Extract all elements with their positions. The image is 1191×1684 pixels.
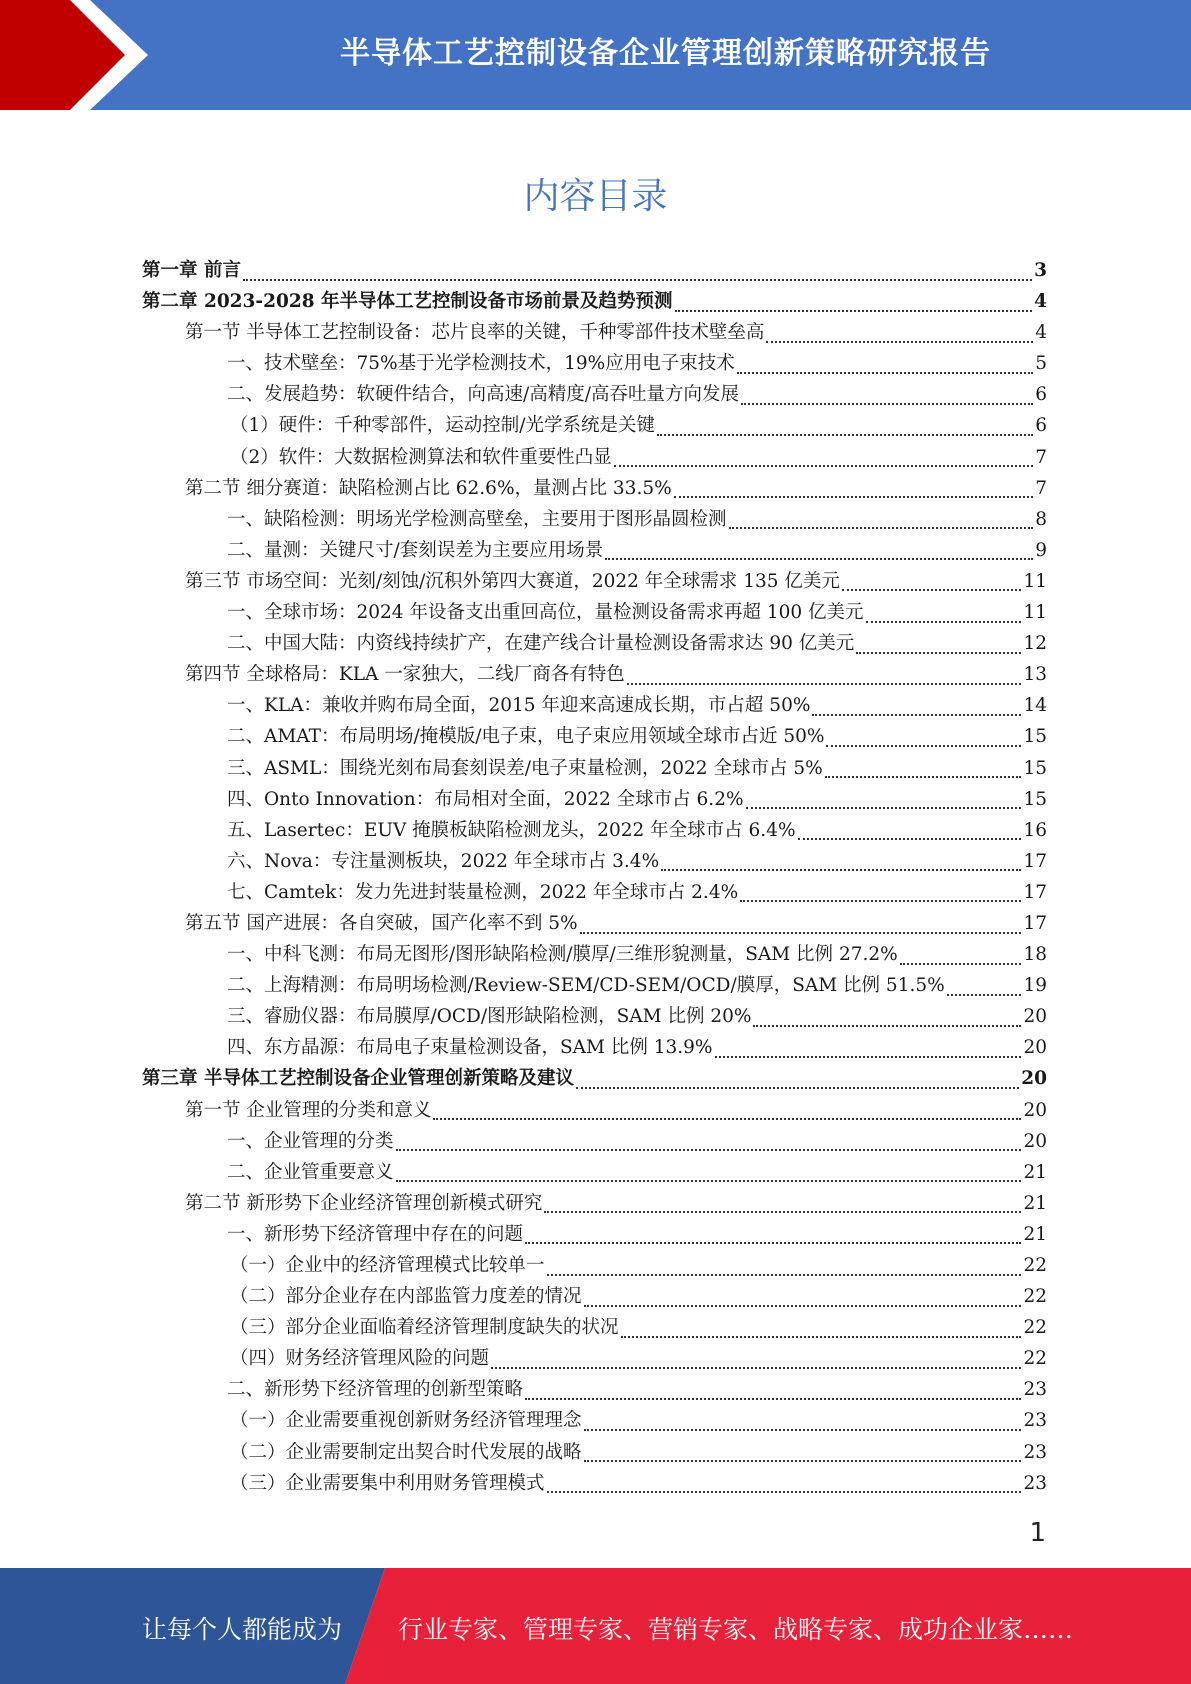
report-title: 半导体工艺控制设备企业管理创新策略研究报告: [340, 36, 991, 71]
toc-entry[interactable]: [142, 1312, 1047, 1343]
toc-entry[interactable]: [142, 721, 1047, 752]
toc-entry-title: 三、睿励仪器：布局膜厚/OCD/图形缺陷检测，SAM 比例 20%: [227, 1006, 752, 1028]
toc-entry-title: （四）财务经济管理风险的问题: [230, 1348, 490, 1370]
toc-leader-dots: [741, 403, 1033, 405]
toc-entry[interactable]: [142, 566, 1047, 597]
toc-entry-title: 二、新形势下经济管理的创新型策略: [227, 1379, 524, 1401]
toc-leader-dots: [584, 1429, 1022, 1431]
toc-entry[interactable]: [142, 939, 1047, 970]
toc-entry-page: 4: [1034, 291, 1047, 313]
toc-leader-dots: [525, 1242, 1021, 1244]
toc-entry-title: 一、新形势下经济管理中存在的问题: [227, 1223, 524, 1245]
toc-entry-page: 6: [1035, 384, 1047, 406]
footer-slogan-right: 行业专家、管理专家、营销专家、战略专家、成功企业家……: [398, 1615, 1074, 1644]
toc-entry[interactable]: [142, 1250, 1047, 1281]
toc-leader-dots: [614, 465, 1033, 467]
toc-entry-page: 22: [1023, 1348, 1047, 1370]
toc-entry[interactable]: [142, 846, 1047, 877]
toc-entry-title: 五、Lasertec：EUV 掩膜板缺陷检测龙头，2022 年全球市占 6.4%: [227, 819, 796, 841]
red-arrow-decoration: [0, 0, 160, 110]
toc-entry-title: 二、AMAT：布局明场/掩模版/电子束，电子束应用领域全球市占近 50%: [227, 726, 825, 748]
toc-entry-title: 七、Camtek：发力先进封装量检测，2022 年全球市占 2.4%: [227, 881, 739, 903]
toc-entry-title: （2）软件：大数据检测算法和软件重要性凸显: [230, 446, 612, 468]
toc-entry[interactable]: [142, 597, 1047, 628]
toc-entry-title: 第一节 半导体工艺控制设备：芯片良率的关键，千种零部件技术壁垒高: [185, 322, 765, 344]
toc-entry[interactable]: [142, 1468, 1047, 1499]
toc-entry-page: 20: [1021, 1068, 1047, 1090]
toc-entry-title: 一、全球市场：2024 年设备支出重回高位，量检测设备需求再超 100 亿美元: [227, 602, 864, 624]
toc-entry-page: 20: [1023, 1099, 1047, 1121]
toc-entry-title: 第二章 2023-2028 年半导体工艺控制设备市场前景及趋势预测: [142, 291, 673, 313]
toc-entry[interactable]: [142, 628, 1047, 659]
toc-entry-page: 5: [1035, 353, 1047, 375]
toc-entry-page: 23: [1023, 1441, 1047, 1463]
toc-leader-dots: [766, 341, 1033, 343]
toc-entry[interactable]: [142, 535, 1047, 566]
toc-entry[interactable]: [142, 1188, 1047, 1219]
toc-entry-page: 6: [1035, 415, 1047, 437]
toc-entry-title: 二、发展趋势：软硬件结合，向高速/高精度/高吞吐量方向发展: [227, 384, 739, 406]
toc-leader-dots: [715, 1056, 1022, 1058]
toc-entry-title: 一、企业管理的分类: [227, 1130, 394, 1152]
toc-entry[interactable]: [142, 815, 1047, 846]
toc-entry-title: 二、上海精测：布局明场检测/Review-SEM/CD-SEM/OCD/膜厚，SAM 比例 51.5%: [227, 975, 945, 997]
toc-entry-page: 22: [1023, 1317, 1047, 1339]
footer-slogan-left: 让每个人都能成为: [142, 1615, 343, 1644]
toc-entry-title: （一）企业需要重视创新财务经济管理理念: [230, 1410, 582, 1432]
toc-leader-dots: [826, 745, 1021, 747]
toc-entry-title: 一、KLA：兼收并购布局全面，2015 年迎来高速成长期，市占超 50%: [227, 695, 811, 717]
toc-entry-page: 11: [1023, 602, 1047, 624]
toc-entry-page: 3: [1034, 260, 1047, 281]
toc-entry[interactable]: [142, 690, 1047, 721]
toc-leader-dots: [584, 1460, 1022, 1462]
toc-entry[interactable]: [142, 1095, 1047, 1126]
toc-entry-title: （1）硬件：千种零部件，运动控制/光学系统是关键: [230, 415, 656, 437]
toc-entry[interactable]: [142, 784, 1047, 815]
toc-leader-dots: [740, 900, 1021, 902]
toc-entry[interactable]: [142, 970, 1047, 1001]
toc-entry[interactable]: [142, 504, 1047, 535]
toc-entry-page: 21: [1023, 1192, 1047, 1214]
toc-leader-dots: [580, 932, 1022, 934]
toc-entry-title: 第一章 前言: [142, 260, 241, 281]
toc-entry-page: 21: [1023, 1161, 1047, 1183]
toc-entry-title: （二）部分企业存在内部监管力度差的情况: [230, 1286, 582, 1308]
toc-entry[interactable]: [142, 1281, 1047, 1312]
toc-entry[interactable]: [142, 410, 1047, 441]
toc-leader-dots: [856, 652, 1021, 654]
toc-entry-title: 一、缺陷检测：明场光学检测高壁垒，主要用于图形晶圆检测: [227, 508, 727, 530]
toc-entry[interactable]: [142, 1063, 1047, 1094]
toc-entry[interactable]: [142, 1126, 1047, 1157]
table-of-contents: [142, 255, 1047, 1499]
toc-entry[interactable]: [142, 659, 1047, 690]
toc-entry-title: （一）企业中的经济管理模式比较单一: [230, 1255, 545, 1276]
toc-entry[interactable]: [142, 1343, 1047, 1374]
toc-leader-dots: [547, 1274, 1022, 1276]
toc-entry-page: 21: [1023, 1223, 1047, 1245]
toc-entry-page: 9: [1035, 539, 1047, 561]
toc-entry-page: 17: [1023, 881, 1047, 903]
toc-entry-page: 23: [1023, 1379, 1047, 1401]
toc-entry-title: 一、技术壁垒：75%基于光学检测技术，19%应用电子束技术: [227, 353, 735, 375]
toc-leader-dots: [737, 372, 1033, 374]
toc-leader-dots: [798, 838, 1022, 840]
toc-leader-dots: [812, 714, 1021, 716]
page-number: 1: [1029, 1518, 1046, 1548]
toc-entry[interactable]: [142, 1001, 1047, 1032]
toc-entry-page: 13: [1023, 664, 1047, 686]
toc-entry-page: 23: [1023, 1410, 1047, 1432]
page-title: 内容目录: [523, 176, 668, 217]
toc-entry[interactable]: [142, 379, 1047, 410]
toc-leader-dots: [396, 1180, 1022, 1182]
toc-leader-dots: [627, 683, 1022, 685]
toc-entry-page: 4: [1035, 322, 1047, 344]
toc-leader-dots: [753, 1025, 1021, 1027]
toc-leader-dots: [947, 994, 1022, 996]
toc-leader-dots: [576, 1087, 1019, 1089]
toc-leader-dots: [525, 1398, 1021, 1400]
toc-entry[interactable]: [142, 348, 1047, 379]
toc-leader-dots: [491, 1367, 1021, 1369]
toc-entry-title: 第三章 半导体工艺控制设备企业管理创新策略及建议: [142, 1068, 574, 1090]
toc-leader-dots: [396, 1149, 1022, 1151]
toc-leader-dots: [866, 621, 1022, 623]
toc-entry-page: 15: [1023, 757, 1047, 779]
toc-entry-title: （二）企业需要制定出契合时代发展的战略: [230, 1441, 582, 1463]
toc-entry-title: 二、中国大陆：内资线持续扩产，在建产线合计量检测设备需求达 90 亿美元: [227, 633, 855, 655]
toc-entry-title: 一、中科飞测：布局无图形/图形缺陷检测/膜厚/三维形貌测量，SAM 比例 27.2%: [227, 944, 898, 966]
toc-entry-page: 15: [1023, 726, 1047, 748]
toc-entry-page: 20: [1023, 1037, 1047, 1059]
toc-leader-dots: [547, 1491, 1022, 1493]
toc-leader-dots: [729, 527, 1034, 529]
toc-leader-dots: [674, 496, 1034, 498]
toc-entry[interactable]: [142, 1405, 1047, 1436]
toc-entry[interactable]: [142, 753, 1047, 784]
toc-entry-title: （三）部分企业面临着经济管理制度缺失的状况: [230, 1317, 619, 1339]
toc-entry-title: 第三节 市场空间：光刻/刻蚀/沉积外第四大赛道，2022 年全球需求 135 亿美元: [185, 570, 840, 592]
toc-leader-dots: [544, 1211, 1021, 1213]
toc-entry-title: 三、ASML：围绕光刻布局套刻误差/电子束量检测，2022 全球市占 5%: [227, 757, 823, 779]
toc-entry-title: 四、Onto Innovation：布局相对全面，2022 全球市占 6.2%: [227, 788, 744, 810]
toc-entry-page: 23: [1023, 1472, 1047, 1494]
toc-entry-page: 8: [1035, 508, 1047, 530]
toc-entry-page: 17: [1023, 850, 1047, 872]
toc-entry[interactable]: [142, 908, 1047, 939]
toc-entry-title: 第五节 国产进展：各自突破，国产化率不到 5%: [185, 912, 578, 934]
toc-leader-dots: [842, 589, 1022, 591]
toc-leader-dots: [661, 869, 1021, 871]
toc-leader-dots: [825, 776, 1022, 778]
toc-entry-title: 四、东方晶源：布局电子束量检测设备，SAM 比例 13.9%: [227, 1037, 713, 1059]
toc-entry-page: 12: [1023, 633, 1047, 655]
toc-entry-page: 18: [1023, 944, 1047, 966]
toc-entry-page: 22: [1023, 1255, 1047, 1276]
toc-entry[interactable]: [142, 1157, 1047, 1188]
toc-entry[interactable]: [142, 1032, 1047, 1063]
toc-entry[interactable]: [142, 1437, 1047, 1468]
page-header: [0, 0, 1191, 110]
toc-entry-title: 第二节 细分赛道：缺陷检测占比 62.6%，量测占比 33.5%: [185, 477, 672, 499]
toc-entry[interactable]: [142, 317, 1047, 348]
toc-leader-dots: [746, 807, 1022, 809]
toc-entry[interactable]: [142, 1374, 1047, 1405]
toc-entry-page: 11: [1023, 570, 1047, 592]
toc-entry-title: 六、Nova：专注量测板块，2022 年全球市占 3.4%: [227, 850, 660, 872]
toc-entry-page: 19: [1023, 975, 1047, 997]
toc-entry-page: 14: [1023, 695, 1047, 717]
page-footer: [0, 1568, 1191, 1684]
toc-entry-title: 第四节 全球格局：KLA 一家独大，二线厂商各有特色: [185, 664, 625, 686]
toc-leader-dots: [584, 1305, 1022, 1307]
toc-entry-page: 22: [1023, 1286, 1047, 1308]
toc-entry-page: 7: [1035, 477, 1047, 499]
toc-leader-dots: [675, 310, 1033, 312]
toc-entry[interactable]: [142, 877, 1047, 908]
toc-entry-page: 20: [1023, 1130, 1047, 1152]
toc-entry-title: 二、量测：关键尺寸/套刻误差为主要应用场景: [227, 539, 604, 561]
toc-entry-title: 第一节 企业管理的分类和意义: [185, 1099, 432, 1121]
toc-entry-page: 20: [1023, 1006, 1047, 1028]
toc-entry[interactable]: [142, 442, 1047, 473]
toc-leader-dots: [433, 1118, 1021, 1120]
toc-entry-page: 16: [1023, 819, 1047, 841]
toc-leader-dots: [605, 558, 1033, 560]
toc-entry[interactable]: [142, 286, 1047, 317]
toc-entry[interactable]: [142, 255, 1047, 286]
toc-leader-dots: [657, 434, 1033, 436]
toc-leader-dots: [621, 1336, 1022, 1338]
toc-entry[interactable]: [142, 473, 1047, 504]
toc-entry-title: 二、企业管重要意义: [227, 1161, 394, 1183]
toc-entry-page: 7: [1035, 446, 1047, 468]
toc-leader-dots: [243, 279, 1032, 281]
toc-entry-title: 第二节 新形势下企业经济管理创新模式研究: [185, 1192, 543, 1214]
toc-entry[interactable]: [142, 1219, 1047, 1250]
toc-entry-title: （三）企业需要集中利用财务管理模式: [230, 1472, 545, 1494]
toc-entry-page: 17: [1023, 912, 1047, 934]
toc-leader-dots: [900, 963, 1022, 965]
toc-entry-page: 15: [1023, 788, 1047, 810]
